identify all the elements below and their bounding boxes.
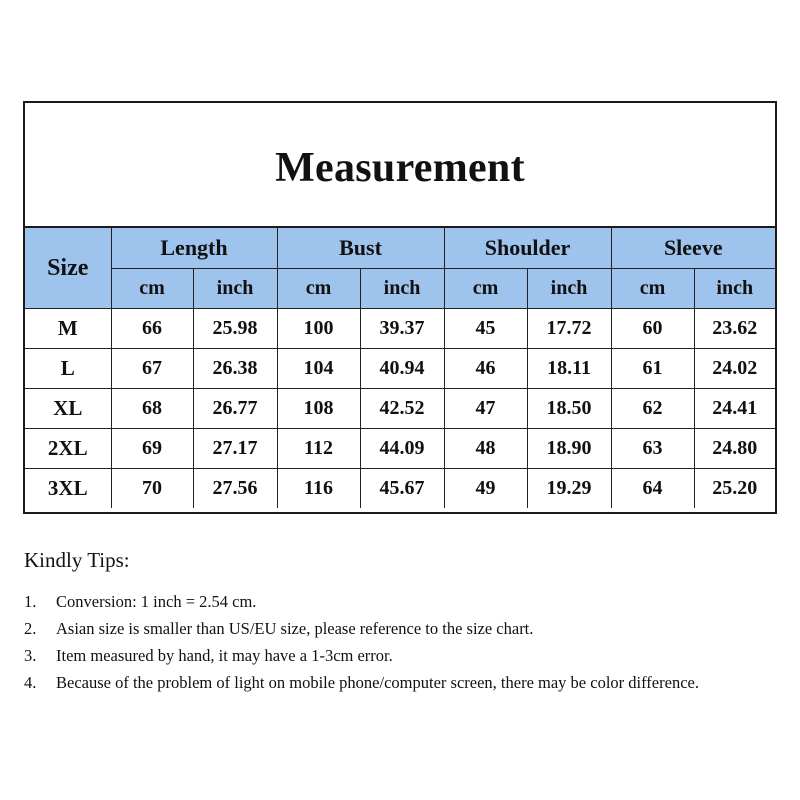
table-cell: 26.77 [193, 389, 277, 429]
table-cell: 60 [611, 309, 694, 349]
table-cell: 46 [444, 349, 527, 389]
table-cell: 25.20 [694, 469, 775, 509]
tip-item [24, 645, 794, 667]
table-cell: 18.11 [527, 349, 611, 389]
tip-text: Asian size is smaller than US/EU size, please reference to the size chart. [56, 619, 534, 638]
tips-heading: Kindly Tips: [24, 548, 130, 572]
table-cell: 61 [611, 349, 694, 389]
size-column-header: Size [25, 227, 111, 309]
table-cell: 70 [111, 469, 193, 509]
tip-item [24, 591, 794, 613]
table-row [25, 389, 775, 429]
header-group-row [25, 227, 775, 269]
header-unit-row [25, 269, 775, 309]
unit-header: inch [193, 269, 277, 309]
size-label: M [25, 309, 111, 349]
table-cell: 66 [111, 309, 193, 349]
kindly-tips [24, 548, 794, 699]
table-cell: 40.94 [360, 349, 444, 389]
table-cell: 69 [111, 429, 193, 469]
table-cell: 42.52 [360, 389, 444, 429]
table-cell: 68 [111, 389, 193, 429]
bust-header: Bust [277, 227, 444, 269]
tips-list [24, 591, 794, 694]
table-cell: 49 [444, 469, 527, 509]
unit-header: inch [694, 269, 775, 309]
table-row [25, 349, 775, 389]
size-label: 3XL [25, 469, 111, 509]
table-cell: 100 [277, 309, 360, 349]
table-cell: 25.98 [193, 309, 277, 349]
size-label: 2XL [25, 429, 111, 469]
sleeve-header: Sleeve [611, 227, 775, 269]
table-cell: 104 [277, 349, 360, 389]
table-cell: 23.62 [694, 309, 775, 349]
length-header: Length [111, 227, 277, 269]
table-cell: 112 [277, 429, 360, 469]
table-cell: 47 [444, 389, 527, 429]
size-table [25, 226, 775, 508]
table-cell: 27.56 [193, 469, 277, 509]
table-cell: 116 [277, 469, 360, 509]
table-cell: 45.67 [360, 469, 444, 509]
table-cell: 24.02 [694, 349, 775, 389]
tip-item [24, 672, 794, 694]
tip-item [24, 618, 794, 640]
unit-header: cm [444, 269, 527, 309]
tip-number: 1. [24, 592, 37, 611]
table-cell: 45 [444, 309, 527, 349]
table-row [25, 429, 775, 469]
table-cell: 63 [611, 429, 694, 469]
table-cell: 67 [111, 349, 193, 389]
unit-header: inch [527, 269, 611, 309]
table-cell: 18.90 [527, 429, 611, 469]
table-cell: 62 [611, 389, 694, 429]
tip-number: 4. [24, 673, 37, 692]
table-cell: 44.09 [360, 429, 444, 469]
table-cell: 108 [277, 389, 360, 429]
table-cell: 19.29 [527, 469, 611, 509]
table-cell: 64 [611, 469, 694, 509]
tip-text: Item measured by hand, it may have a 1-3cm error. [56, 646, 393, 665]
size-label: L [25, 349, 111, 389]
table-cell: 39.37 [360, 309, 444, 349]
tip-text: Conversion: 1 inch = 2.54 cm. [56, 592, 257, 611]
unit-header: cm [111, 269, 193, 309]
tip-text: Because of the problem of light on mobile phone/computer screen, there may be color difference. [56, 673, 699, 692]
tip-number: 2. [24, 619, 37, 638]
table-cell: 27.17 [193, 429, 277, 469]
unit-header: cm [277, 269, 360, 309]
table-cell: 48 [444, 429, 527, 469]
table-cell: 24.41 [694, 389, 775, 429]
unit-header: cm [611, 269, 694, 309]
size-chart [23, 101, 777, 514]
shoulder-header: Shoulder [444, 227, 611, 269]
table-cell: 17.72 [527, 309, 611, 349]
size-label: XL [25, 389, 111, 429]
table-row [25, 309, 775, 349]
table-cell: 26.38 [193, 349, 277, 389]
tip-number: 3. [24, 646, 37, 665]
chart-title: Measurement [275, 144, 525, 191]
table-cell: 18.50 [527, 389, 611, 429]
unit-header: inch [360, 269, 444, 309]
table-row [25, 469, 775, 509]
table-cell: 24.80 [694, 429, 775, 469]
